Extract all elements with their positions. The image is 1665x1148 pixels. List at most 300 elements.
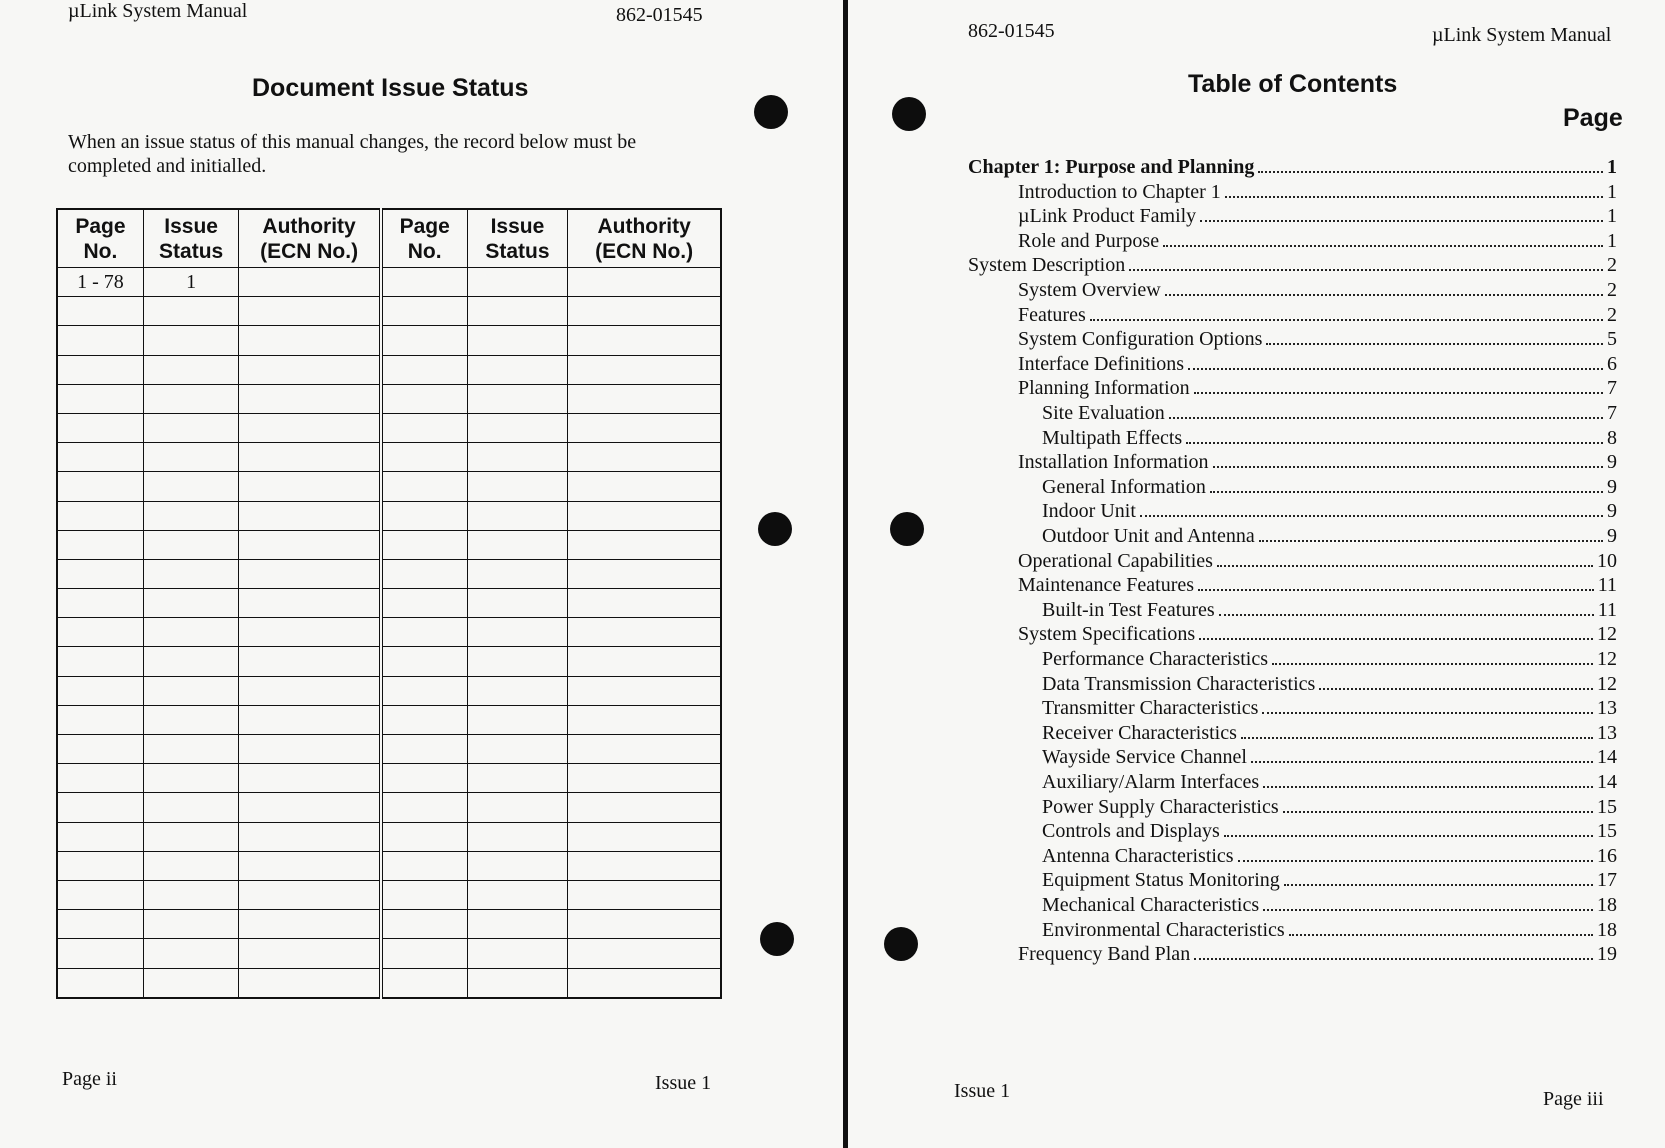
table-cell: 1 (143, 268, 239, 297)
intro-line-2: completed and initialled. (68, 155, 267, 177)
table-cell (467, 355, 568, 384)
table-cell (57, 939, 143, 968)
toc-dot-leader (1165, 294, 1603, 296)
table-cell (568, 618, 721, 647)
table-cell (239, 676, 381, 705)
toc-dot-leader (1272, 663, 1593, 665)
toc-entry-page: 14 (1597, 771, 1617, 793)
toc-entry-page: 14 (1597, 746, 1617, 769)
toc-entry-label: Chapter 1: Purpose and Planning (968, 156, 1255, 178)
toc-dot-leader (1238, 860, 1593, 862)
table-cell (239, 939, 381, 968)
toc-entry-label: System Configuration Options (1018, 328, 1263, 351)
toc-entry-label: Mechanical Characteristics (1042, 894, 1260, 916)
toc-entry-label: Planning Information (1018, 377, 1190, 400)
toc-dot-leader (1263, 909, 1593, 911)
toc-entry-page: 8 (1607, 426, 1617, 449)
table-cell (57, 793, 143, 822)
toc-entry-label: System Specifications (1018, 623, 1196, 646)
toc-dot-leader (1263, 786, 1593, 788)
table-cell (568, 851, 721, 880)
table-cell (568, 443, 721, 472)
table-cell (568, 968, 721, 998)
toc-entry-page: 5 (1607, 328, 1617, 351)
table-cell (143, 501, 239, 530)
intro-line-1: When an issue status of this manual changes, the record below must be (68, 131, 637, 153)
toc-entry[interactable] (1042, 720, 1617, 745)
table-cell (143, 530, 239, 559)
table-cell (57, 851, 143, 880)
table-cell (143, 851, 239, 880)
toc-entry-label: Receiver Characteristics (1042, 721, 1237, 744)
table-cell (239, 501, 381, 530)
toc-entry-page: 1 (1607, 229, 1617, 252)
table-cell (57, 676, 143, 705)
table-row (57, 443, 721, 472)
toc-entry-page: 2 (1607, 254, 1617, 277)
header-manual-title: µLink System Manual (1432, 24, 1612, 46)
table-cell (143, 443, 239, 472)
table-cell (57, 618, 143, 647)
table-row (57, 501, 721, 530)
table-cell (467, 910, 568, 939)
table-cell (568, 676, 721, 705)
table-cell (381, 355, 467, 384)
table-cell (381, 705, 467, 734)
toc-dot-leader (1262, 712, 1593, 714)
table-cell (467, 472, 568, 501)
table-row (57, 910, 721, 939)
toc-entry[interactable] (1042, 769, 1617, 794)
toc-entry[interactable] (1018, 179, 1617, 204)
toc-entry-page: 12 (1597, 648, 1617, 670)
col-header-page-no-2: Page No. (381, 209, 467, 268)
toc-entry[interactable] (1018, 351, 1617, 376)
col-header-authority: Authority (ECN No.) (239, 209, 381, 268)
table-cell (143, 880, 239, 909)
toc-entry[interactable] (1042, 818, 1617, 843)
table-cell (57, 735, 143, 764)
table-cell (57, 559, 143, 588)
table-cell (239, 443, 381, 472)
toc-entry-label: Role and Purpose (1018, 229, 1160, 252)
toc-dot-leader (1266, 343, 1603, 345)
table-cell (568, 413, 721, 442)
table-cell (57, 968, 143, 998)
table-cell (381, 880, 467, 909)
toc-entry-page: 6 (1607, 352, 1617, 375)
table-cell (143, 822, 239, 851)
toc-entry[interactable] (1042, 843, 1617, 868)
table-cell (57, 705, 143, 734)
toc-entry-page: 12 (1597, 623, 1617, 646)
toc-entry-label: Antenna Characteristics (1042, 844, 1234, 867)
table-cell (143, 676, 239, 705)
table-cell (143, 968, 239, 998)
toc-entry-page: 7 (1607, 377, 1617, 400)
table-cell (467, 968, 568, 998)
binder-hole (754, 95, 788, 129)
table-cell (143, 472, 239, 501)
toc-entry-label: Performance Characteristics (1042, 648, 1269, 670)
toc-entry-label: System Description (968, 254, 1126, 277)
table-cell (57, 589, 143, 618)
col-header-issue-status-2: Issue Status (467, 209, 568, 268)
toc-dot-leader (1251, 761, 1593, 763)
table-cell (568, 793, 721, 822)
toc-entry-page: 16 (1597, 844, 1617, 867)
table-cell (381, 910, 467, 939)
table-cell (381, 618, 467, 647)
toc-entry[interactable] (1042, 695, 1617, 720)
table-cell (239, 735, 381, 764)
toc-entry[interactable] (1042, 867, 1617, 892)
table-cell (381, 268, 467, 297)
toc-entry-page: 9 (1607, 475, 1617, 498)
table-cell (143, 618, 239, 647)
toc-entry-label: Features (1018, 303, 1086, 326)
toc-entry-page: 17 (1597, 869, 1617, 892)
table-cell (57, 443, 143, 472)
table-cell (467, 443, 568, 472)
table-cell (568, 647, 721, 676)
toc-entry-label: Interface Definitions (1018, 352, 1185, 375)
toc-entry-label: µLink Product Family (1018, 205, 1197, 228)
table-cell (239, 268, 381, 297)
toc-entry-label: Environmental Characteristics (1042, 918, 1285, 941)
table-cell (568, 501, 721, 530)
toc-entry[interactable] (1042, 523, 1617, 548)
table-cell (467, 530, 568, 559)
table-cell (143, 326, 239, 355)
table-cell (568, 326, 721, 355)
table-cell (239, 822, 381, 851)
toc-entry-label: Maintenance Features (1018, 574, 1195, 597)
table-cell (381, 764, 467, 793)
table-cell (467, 793, 568, 822)
table-row (57, 968, 721, 998)
table-cell (143, 297, 239, 326)
toc-entry[interactable] (1042, 892, 1617, 917)
toc-entry[interactable] (1018, 326, 1617, 351)
table-cell (568, 268, 721, 297)
table-cell (239, 793, 381, 822)
toc-dot-leader (1194, 392, 1603, 394)
table-cell (568, 355, 721, 384)
table-cell (568, 530, 721, 559)
table-cell (568, 472, 721, 501)
toc-entry[interactable] (1018, 572, 1617, 597)
table-cell (57, 822, 143, 851)
toc-entry[interactable] (1042, 794, 1617, 819)
toc-dot-leader (1188, 368, 1603, 370)
toc-entry[interactable] (1042, 498, 1617, 523)
table-row (57, 268, 721, 297)
table-cell (143, 764, 239, 793)
page-divider (843, 0, 848, 1148)
toc-entry[interactable] (1042, 671, 1617, 696)
table-cell (239, 355, 381, 384)
table-cell (57, 413, 143, 442)
table-cell (467, 297, 568, 326)
table-row (57, 647, 721, 676)
table-cell (568, 384, 721, 413)
table-cell (467, 589, 568, 618)
header-manual-title: µLink System Manual (68, 0, 248, 22)
table-cell (381, 735, 467, 764)
table-cell (467, 268, 568, 297)
table-cell (143, 647, 239, 676)
table-row (57, 851, 721, 880)
toc-entry-page: 7 (1607, 402, 1617, 424)
toc-dot-leader (1289, 934, 1593, 936)
toc-entry-label: Installation Information (1018, 451, 1209, 474)
table-row (57, 530, 721, 559)
table-row (57, 939, 721, 968)
table-cell (239, 472, 381, 501)
toc-dot-leader (1284, 884, 1593, 886)
table-cell (467, 647, 568, 676)
toc-entry-page: 10 (1597, 549, 1617, 572)
toc-entry[interactable] (1042, 400, 1617, 425)
toc-dot-leader (1194, 958, 1593, 960)
toc-entry-page: 18 (1597, 918, 1617, 941)
toc-entry-page: 13 (1597, 721, 1617, 744)
toc-entry[interactable] (1018, 449, 1617, 474)
toc-entry[interactable] (1018, 228, 1617, 253)
table-cell (381, 559, 467, 588)
toc-entry-label: Outdoor Unit and Antenna (1042, 525, 1255, 547)
table-cell (381, 297, 467, 326)
table-cell (143, 384, 239, 413)
table-cell (568, 910, 721, 939)
toc-entry-label: Frequency Band Plan (1018, 943, 1191, 966)
table-cell (568, 764, 721, 793)
table-cell (467, 501, 568, 530)
table-row (57, 880, 721, 909)
toc-entry[interactable] (968, 252, 1617, 277)
table-cell (467, 676, 568, 705)
toc-dot-leader (1186, 442, 1603, 444)
table-cell (143, 355, 239, 384)
toc-entry[interactable] (1042, 646, 1617, 671)
table-cell (568, 589, 721, 618)
table-row (57, 384, 721, 413)
table-cell (568, 939, 721, 968)
table-row (57, 793, 721, 822)
binder-hole (760, 922, 794, 956)
table-cell (568, 705, 721, 734)
page-title: Document Issue Status (252, 74, 529, 102)
toc-entry-page: 2 (1607, 303, 1617, 326)
toc-entry-page: 9 (1607, 525, 1617, 547)
toc-entry[interactable] (1018, 203, 1617, 228)
col-header-page-no: Page No. (57, 209, 143, 268)
table-row (57, 676, 721, 705)
table-cell (381, 326, 467, 355)
toc-entry-page: 15 (1597, 795, 1617, 818)
table-cell (467, 880, 568, 909)
toc-entry-label: Operational Capabilities (1018, 549, 1213, 572)
table-cell (239, 559, 381, 588)
toc-entry-label: Built-in Test Features (1042, 598, 1215, 621)
table-cell (467, 559, 568, 588)
table-cell (239, 413, 381, 442)
col-header-authority-2: Authority (ECN No.) (568, 209, 721, 268)
table-row (57, 822, 721, 851)
toc-dot-leader (1140, 515, 1603, 517)
toc-entry[interactable] (1018, 548, 1617, 573)
col-header-issue-status: Issue Status (143, 209, 239, 268)
binder-hole (892, 97, 926, 131)
toc-entry-page: 18 (1597, 894, 1617, 916)
toc-entry[interactable] (1018, 375, 1617, 400)
table-cell (57, 764, 143, 793)
binder-hole (890, 512, 924, 546)
table-cell (143, 705, 239, 734)
table-cell (143, 793, 239, 822)
table-cell (381, 939, 467, 968)
toc-entry-label: Auxiliary/Alarm Interfaces (1042, 771, 1260, 793)
toc-entry[interactable] (1018, 621, 1617, 646)
table-cell (381, 501, 467, 530)
table-cell (143, 559, 239, 588)
table-row (57, 618, 721, 647)
toc-title: Table of Contents (1188, 70, 1398, 98)
toc-dot-leader (1198, 589, 1594, 591)
table-cell (239, 968, 381, 998)
toc-entry-label: General Information (1042, 475, 1206, 498)
toc-entry[interactable] (1042, 917, 1617, 942)
table-row (57, 297, 721, 326)
binder-hole (758, 512, 792, 546)
table-row (57, 735, 721, 764)
table-cell (381, 968, 467, 998)
toc-dot-leader (1129, 269, 1603, 271)
table-cell (239, 589, 381, 618)
toc-entry-label: Introduction to Chapter 1 (1018, 180, 1221, 203)
toc-entry-label: Controls and Displays (1042, 820, 1220, 843)
table-cell (381, 676, 467, 705)
header-doc-number: 862-01545 (968, 20, 1055, 42)
toc-dot-leader (1319, 688, 1593, 690)
toc-entry-page: 15 (1597, 820, 1617, 843)
table-cell (568, 297, 721, 326)
toc-entry[interactable] (1042, 425, 1617, 450)
toc-entry-label: Indoor Unit (1042, 500, 1136, 523)
toc-entry-label: Equipment Status Monitoring (1042, 869, 1280, 892)
table-cell (467, 705, 568, 734)
toc-entry-page: 1 (1607, 180, 1617, 203)
toc-entry[interactable] (1042, 744, 1617, 769)
table-cell (239, 910, 381, 939)
toc-entry-label: System Overview (1018, 279, 1161, 301)
table-cell (381, 530, 467, 559)
toc-entry-label: Multipath Effects (1042, 426, 1183, 449)
toc-entry-page: 13 (1597, 697, 1617, 720)
toc-dot-leader (1241, 737, 1593, 739)
toc-dot-leader (1213, 466, 1603, 468)
table-cell (381, 793, 467, 822)
footer-page-number: Page ii (62, 1068, 117, 1090)
table-cell (57, 647, 143, 676)
table-cell (57, 384, 143, 413)
table-cell (143, 939, 239, 968)
footer-page-number: Page iii (1543, 1088, 1604, 1110)
table-cell (239, 880, 381, 909)
toc-dot-leader (1199, 638, 1593, 640)
table-cell (568, 559, 721, 588)
intro-text (68, 130, 688, 178)
table-cell (381, 413, 467, 442)
table-row (57, 589, 721, 618)
table-cell (239, 326, 381, 355)
toc-entry-label: Transmitter Characteristics (1042, 697, 1259, 720)
table-cell (143, 589, 239, 618)
table-row (57, 413, 721, 442)
table-cell (467, 939, 568, 968)
table-cell (143, 910, 239, 939)
table-cell (467, 851, 568, 880)
toc-entry-page: 9 (1607, 451, 1617, 474)
table-cell (57, 297, 143, 326)
table-cell (57, 355, 143, 384)
toc-page-heading: Page (1563, 104, 1623, 132)
toc-dot-leader (1259, 540, 1603, 542)
toc-entry[interactable] (1018, 302, 1617, 327)
table-cell (467, 764, 568, 793)
toc-entry-page: 1 (1607, 205, 1617, 228)
toc-entry-page: 11 (1597, 574, 1617, 597)
toc-entry-page: 11 (1597, 598, 1617, 621)
footer-issue: Issue 1 (954, 1080, 1011, 1102)
table-cell (239, 384, 381, 413)
table-row (57, 326, 721, 355)
toc-dot-leader (1163, 245, 1603, 247)
toc-entry-label: Wayside Service Channel (1042, 746, 1247, 769)
table-cell (57, 880, 143, 909)
table-cell (381, 443, 467, 472)
toc-dot-leader (1225, 196, 1603, 198)
toc-dot-leader (1210, 491, 1603, 493)
toc-entry-page: 12 (1597, 672, 1617, 695)
table-header-row (57, 209, 721, 268)
toc-entry[interactable] (1018, 277, 1617, 302)
table-cell (57, 326, 143, 355)
table-cell (239, 618, 381, 647)
toc-entry-page: 2 (1607, 279, 1617, 301)
table-cell (381, 822, 467, 851)
table-cell (239, 851, 381, 880)
toc-entry[interactable] (968, 154, 1617, 179)
table-cell (143, 413, 239, 442)
toc-dot-leader (1217, 565, 1593, 567)
table-cell (239, 764, 381, 793)
toc-entry[interactable] (1042, 597, 1617, 622)
table-cell (568, 822, 721, 851)
table-cell (239, 297, 381, 326)
right-page (850, 0, 1665, 1148)
toc-dot-leader (1283, 811, 1593, 813)
table-cell (467, 822, 568, 851)
table-cell (568, 880, 721, 909)
toc-entry[interactable] (1018, 941, 1617, 966)
table-row (57, 764, 721, 793)
issue-status-table (56, 208, 722, 999)
table-cell (57, 472, 143, 501)
toc-entry[interactable] (1042, 474, 1617, 499)
table-cell (239, 530, 381, 559)
